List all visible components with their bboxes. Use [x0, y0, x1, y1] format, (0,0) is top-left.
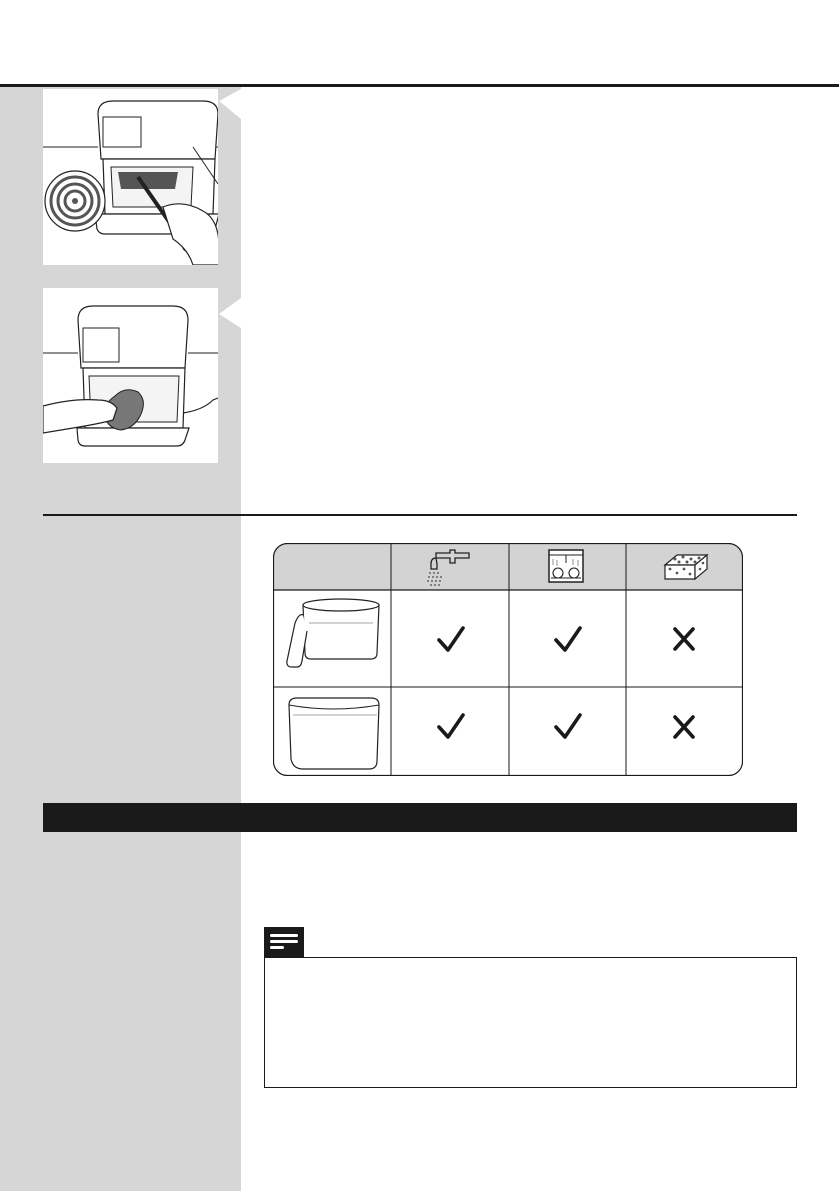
check-icon [556, 628, 580, 650]
cross-icon [675, 717, 693, 737]
wipe-cloth-illustration [43, 288, 218, 463]
pointer-arrow-2 [219, 298, 241, 328]
note-box [264, 957, 797, 1088]
pointer-arrow-1 [219, 89, 241, 119]
section-header-bar [43, 803, 797, 832]
cleaning-table [273, 543, 743, 776]
brush-cleaning-illustration [43, 89, 218, 265]
basket-icon [287, 599, 379, 667]
dishwasher-icon [549, 550, 583, 582]
check-icon [439, 628, 463, 650]
cross-icon [675, 629, 693, 649]
check-icon [556, 715, 580, 737]
note-icon [264, 927, 304, 958]
drawer-icon [289, 698, 379, 769]
check-icon [439, 715, 463, 737]
section-rule [43, 514, 797, 516]
note-tab [264, 927, 304, 958]
